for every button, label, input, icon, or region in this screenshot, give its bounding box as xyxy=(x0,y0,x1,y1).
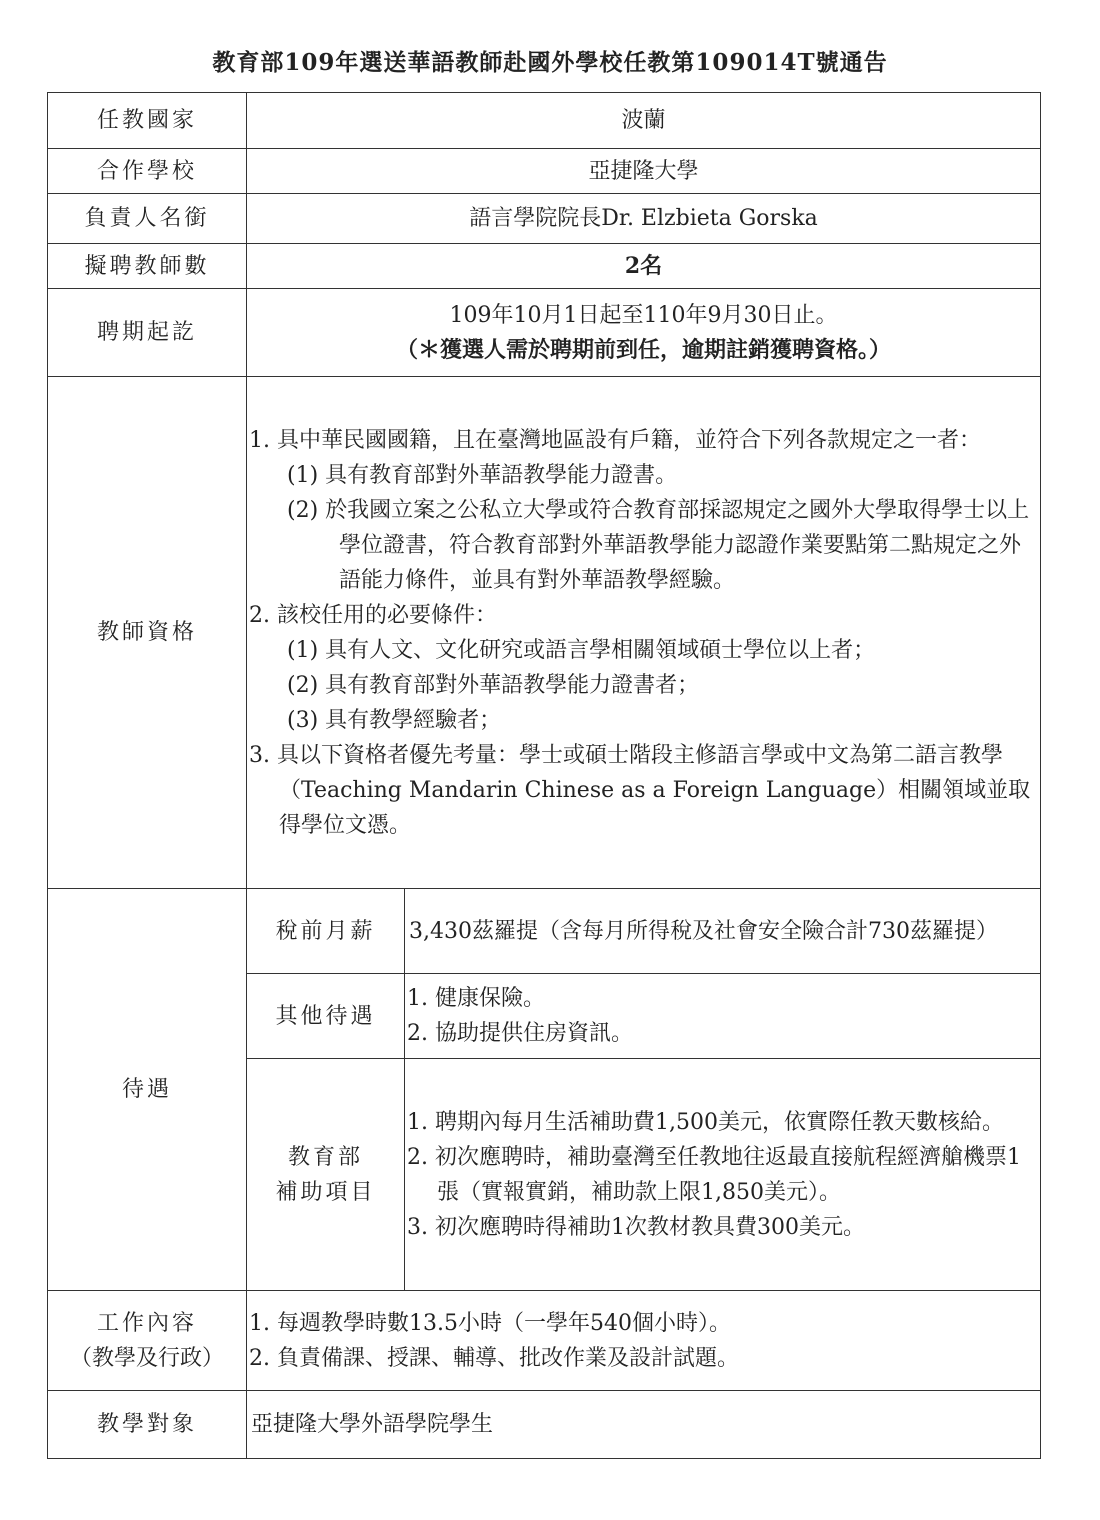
duties-list xyxy=(247,1291,1041,1391)
label-students: 教學對象 xyxy=(48,1391,247,1459)
notice-table xyxy=(47,92,1041,1459)
label-line: 教育部 xyxy=(287,1144,363,1170)
row-school xyxy=(48,149,1041,194)
list-item: 1. 每週教學時數13.5小時（一學年540個小時）。 xyxy=(249,1310,731,1336)
label-moe-subsidy xyxy=(247,1059,405,1291)
list-item: (2) 於我國立案之公私立大學或符合教育部採認規定之國外大學取得學士以上學位證書，符合教育部對外華語教學能力認證作業要點第二點規定之外語能力條件，並具有對外華語教學經驗。 xyxy=(287,497,1030,593)
list-item: 1. 具中華民國國籍，且在臺灣地區設有戶籍，並符合下列各款規定之一者： xyxy=(249,427,981,453)
list-item: 3. 具以下資格者優先考量：學士或碩士階段主修語言學或中文為第二語言教學（Teaching Mandarin Chinese as a Foreign Language）相關領域並取得學位文憑。 xyxy=(249,742,1031,838)
list-item: 1. 健康保險。 xyxy=(407,986,545,1011)
label-school: 合作學校 xyxy=(48,149,247,194)
label-count: 擬聘教師數 xyxy=(48,244,247,289)
value-period xyxy=(247,289,1041,377)
list-item: (3) 具有教學經驗者； xyxy=(287,707,502,733)
moe-subsidy-list xyxy=(405,1059,1041,1291)
row-qualifications xyxy=(48,377,1041,889)
label-line: （教學及行政） xyxy=(69,1345,224,1371)
label-line: 補助項目 xyxy=(275,1179,376,1205)
label-other-benefits: 其他待遇 xyxy=(247,974,405,1059)
list-item: 3. 初次應聘時得補助1次教材教具費300美元。 xyxy=(407,1214,865,1240)
list-item: (1) 具有教育部對外華語教學能力證書。 xyxy=(287,462,678,488)
label-line: 工作內容 xyxy=(96,1310,197,1336)
list-item: 2. 該校任用的必要條件： xyxy=(249,602,497,628)
row-contact xyxy=(48,194,1041,244)
label-salary: 稅前月薪 xyxy=(247,889,405,974)
row-duties xyxy=(48,1291,1041,1391)
period-dates: 109年10月1日起至110年9月30日止。 xyxy=(449,302,838,328)
document-title: 教育部109年選送華語教師赴國外學校任教第109014T號通告 xyxy=(212,49,888,76)
row-period xyxy=(48,289,1041,377)
qualifications-list xyxy=(247,377,1041,889)
label-benefits: 待遇 xyxy=(48,889,247,1291)
list-item: 1. 聘期內每月生活補助費1,500美元，依實際任教天數核給。 xyxy=(407,1109,1004,1135)
period-note: （＊獲選人需於聘期前到任，逾期註銷獲聘資格。） xyxy=(395,336,891,363)
list-item: 2. 負責備課、授課、輔導、批改作業及設計試題。 xyxy=(249,1345,739,1371)
row-students xyxy=(48,1391,1041,1459)
label-contact: 負責人名銜 xyxy=(48,194,247,244)
label-qualifications: 教師資格 xyxy=(48,377,247,889)
value-students: 亞捷隆大學外語學院學生 xyxy=(247,1391,1041,1459)
value-contact: 語言學院院長Dr. Elzbieta Gorska xyxy=(247,194,1041,244)
list-item: (2) 具有教育部對外華語教學能力證書者； xyxy=(287,672,700,698)
label-country: 任教國家 xyxy=(48,93,247,149)
value-salary: 3,430茲羅提（含每月所得稅及社會安全險合計730茲羅提） xyxy=(405,889,1041,974)
other-benefits-list xyxy=(405,974,1041,1059)
row-salary xyxy=(48,889,1041,974)
label-duties xyxy=(48,1291,247,1391)
value-school: 亞捷隆大學 xyxy=(247,149,1041,194)
row-country xyxy=(48,93,1041,149)
row-count xyxy=(48,244,1041,289)
list-item: 2. 協助提供住房資訊。 xyxy=(407,1021,633,1046)
list-item: 2. 初次應聘時，補助臺灣至任教地往返最直接航程經濟艙機票1張（實報實銷，補助款上限1,850美元）。 xyxy=(407,1144,1021,1205)
label-period: 聘期起訖 xyxy=(48,289,247,377)
value-count: 2名 xyxy=(247,244,1041,289)
list-item: (1) 具有人文、文化研究或語言學相關領域碩士學位以上者； xyxy=(287,637,876,663)
value-country: 波蘭 xyxy=(247,93,1041,149)
